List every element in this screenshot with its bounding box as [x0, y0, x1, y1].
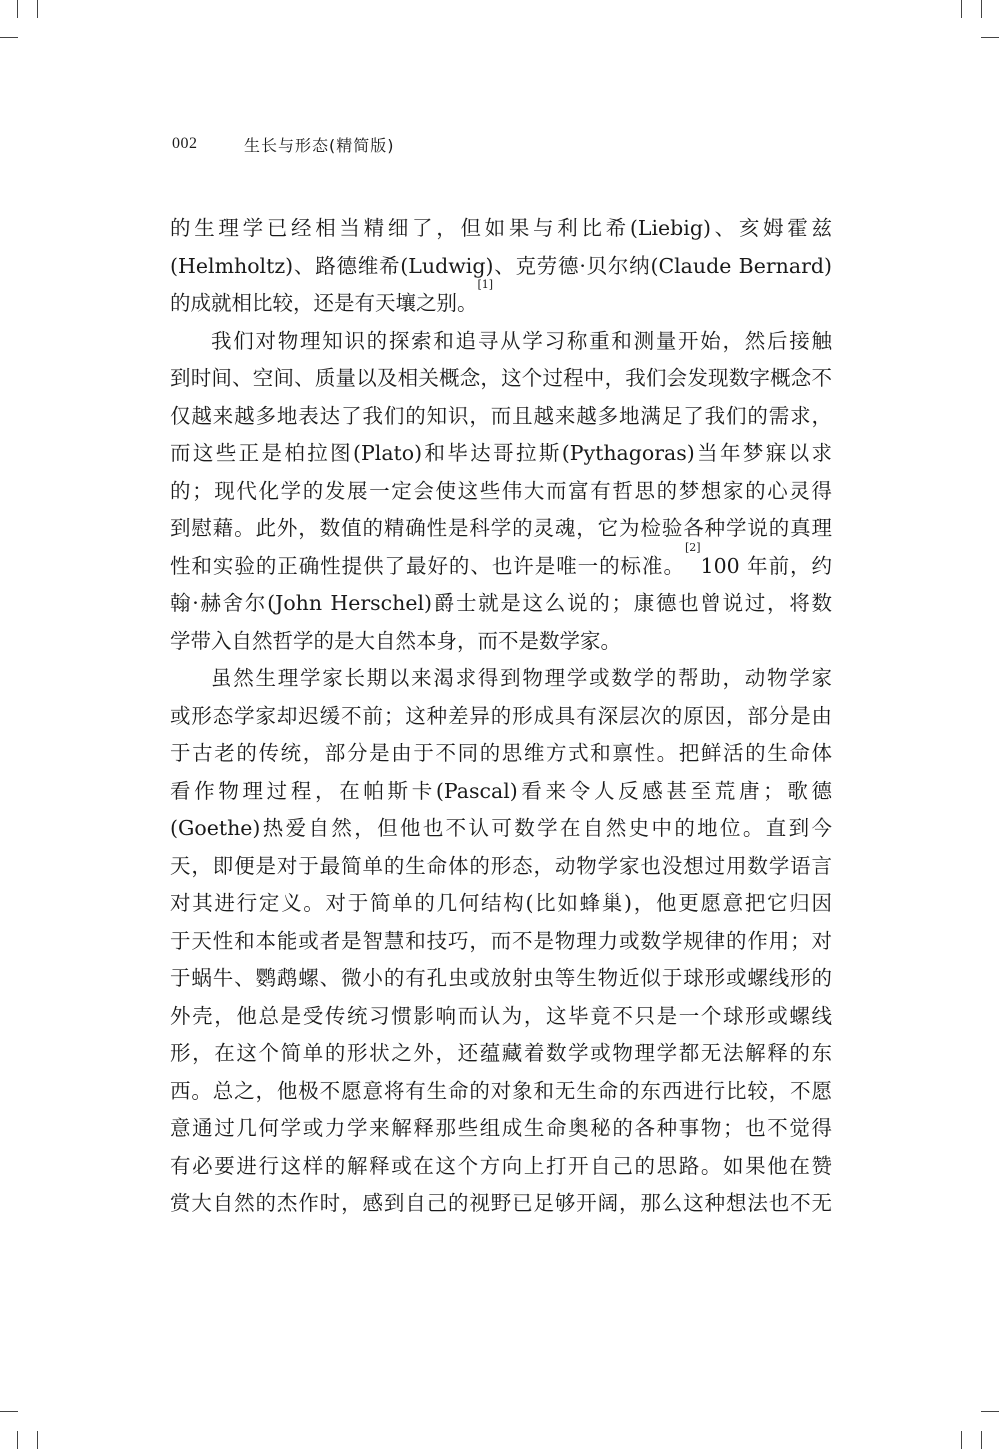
crop-mark: [981, 1411, 999, 1412]
text-line: [170, 278, 832, 323]
body-text: [170, 210, 832, 1223]
crop-mark: [17, 0, 18, 18]
text-line: 的生理学已经相当精细了，但如果与利比希(Liebig)、亥姆霍兹: [170, 216, 832, 240]
crop-mark: [37, 0, 38, 18]
text-line: 外壳，他总是受传统习惯影响而认为，这毕竟不只是一个球形或螺线: [170, 1003, 832, 1028]
text-line: 到慰藉。此外，数值的精确性是科学的灵魂，它为检验各种学说的真理: [170, 516, 832, 540]
crop-mark: [0, 37, 18, 38]
text-line: 于蜗牛、鹦鹉螺、微小的有孔虫或放射虫等生物近似于球形或螺线形的: [170, 966, 832, 990]
crop-mark: [961, 1431, 962, 1449]
text-line: 于古老的传统，部分是由于不同的思维方式和禀性。把鲜活的生命体: [170, 741, 832, 765]
text-line: 仅越来越多地表达了我们的知识，而且越来越多地满足了我们的需求，: [170, 403, 832, 428]
text-line: 天，即便是对于最简单的生命体的形态，动物学家也没想过用数学语言: [170, 853, 832, 878]
paragraph: [170, 323, 832, 661]
page-header: [172, 132, 395, 156]
text-line: 到时间、空间、质量以及相关概念，这个过程中，我们会发现数字概念不: [170, 366, 832, 390]
paragraph: [170, 210, 832, 323]
text-line: 意通过几何学或力学来解释那些组成生命奥秘的各种事物；也不觉得: [170, 1116, 832, 1140]
page-number: 002: [172, 135, 198, 152]
footnote-marker: [2]: [684, 540, 701, 554]
text-span: 性和实验的正确性提供了最好的、也许是唯一的标准。: [170, 553, 685, 578]
running-head: 生长与形态(精简版): [244, 135, 395, 155]
text-line: 学带入自然哲学的是大自然本身，而不是数学家。: [170, 628, 621, 653]
crop-mark: [981, 1431, 982, 1449]
text-line: (Helmholtz)、路德维希(Ludwig)、克劳德·贝尔纳(Claude Bernard): [170, 253, 832, 278]
text-line: (Goethe)热爱自然，但他也不认可数学在自然史中的地位。直到今: [170, 816, 832, 840]
text-line: 翰·赫舍尔(John Herschel)爵士就是这么说的；康德也曾说过，将数: [170, 591, 832, 615]
text-line: 西。总之，他极不愿意将有生命的对象和无生命的东西进行比较，不愿: [170, 1078, 832, 1103]
text-span: 100 年前，约: [700, 553, 832, 578]
footnote-marker: [1]: [477, 278, 494, 291]
text-line: 我们对物理知识的探索和追寻从学习称重和测量开始，然后接触: [211, 328, 832, 353]
text-line: 形，在这个简单的形状之外，还蕴藏着数学或物理学都无法解释的东: [170, 1041, 832, 1065]
crop-mark: [0, 1411, 18, 1412]
text-line: 有必要进行这样的解释或在这个方向上打开自己的思路。如果他在赞: [170, 1153, 832, 1178]
text-line: 的；现代化学的发展一定会使这些伟大而富有哲思的梦想家的心灵得: [170, 478, 832, 503]
crop-mark: [981, 0, 982, 18]
text-line: [170, 540, 832, 586]
text-line: 赏大自然的杰作时，感到自己的视野已足够开阔，那么这种想法也不无: [170, 1191, 832, 1215]
crop-mark: [37, 1431, 38, 1449]
text-line: 对其进行定义。对于简单的几何结构(比如蜂巢)，他更愿意把它归因: [170, 891, 832, 915]
crop-mark: [981, 37, 999, 38]
crop-mark: [961, 0, 962, 18]
text-span: 的成就相比较，还是有天壤之别。: [170, 291, 478, 315]
text-line: 而这些正是柏拉图(Plato)和毕达哥拉斯(Pythagoras)当年梦寐以求: [170, 441, 832, 465]
text-line: 虽然生理学家长期以来渴求得到物理学或数学的帮助，动物学家: [211, 666, 832, 690]
text-line: 于天性和本能或者是智慧和技巧，而不是物理力或数学规律的作用；对: [170, 928, 832, 953]
crop-mark: [17, 1431, 18, 1449]
text-line: 或形态学家却迟缓不前；这种差异的形成具有深层次的原因，部分是由: [170, 703, 832, 728]
paragraph: [170, 660, 832, 1223]
text-line: 看作物理过程，在帕斯卡(Pascal)看来令人反感甚至荒唐；歌德: [170, 778, 832, 803]
